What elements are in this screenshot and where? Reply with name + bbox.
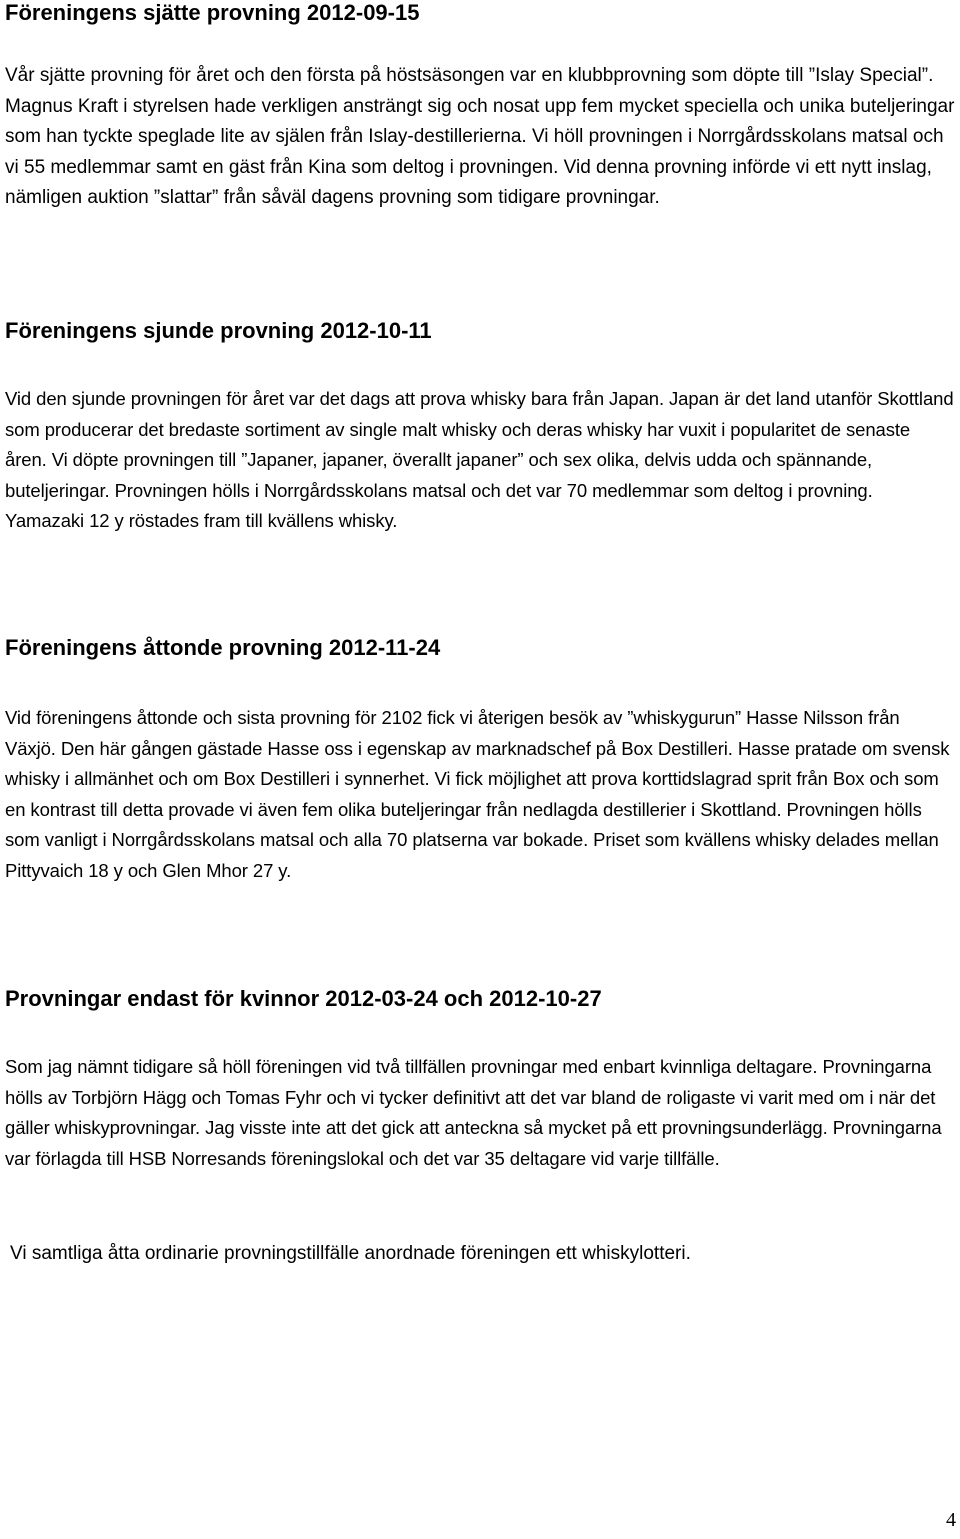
section-paragraph: Vi samtliga åtta ordinarie provningstillfälle anordnade föreningen ett whiskylotteri.	[10, 1243, 691, 1264]
section-heading: Provningar endast för kvinnor 2012-03-24 och 2012-10-27	[5, 986, 602, 1011]
section-paragraph: Som jag nämnt tidigare så höll föreningen vid två tillfällen provningar med enbart kvinnliga deltagare. Provningarna hölls av Torbjörn Hägg och Tomas Fyhr och vi tycker definitivt att det var bland de roligaste vi varit med om i när det gäller whiskyprovningar. Jag visste inte att det gick att anteckna så mycket på ett provningsunderlägg. Provningarna var förlagda till HSB Norresands föreningslokal och det var 35 deltagare vid varje tillfälle.	[5, 1056, 942, 1169]
section-paragraph: Vid föreningens åttonde och sista provning för 2102 fick vi återigen besök av ”whiskygurun” Hasse Nilsson från Växjö. Den här gången gästade Hasse oss i egenskap av marknadschef på Box Destilleri. Hasse pratade om svensk whisky i allmänhet och om Box Destilleri i synnerhet. Vi fick möjlighet att prova korttidslagrad sprit från Box och som en kontrast till detta provade vi även fem olika buteljeringar från nedlagda destillerier i Skottland. Provningen hölls som vanligt i Norrgårdsskolans matsal och alla 70 platserna var bokade. Priset som kvällens whisky delades mellan Pittyvaich 18 y och Glen Mhor 27 y.	[5, 707, 950, 881]
section-paragraph: Vår sjätte provning för året och den första på höstsäsongen var en klubbprovning som döpte till ”Islay Special”. Magnus Kraft i styrelsen hade verkligen ansträngt sig och nosat upp fem mycket speciella och unika buteljeringar som han tyckte speglade lite av själen från Islay-destillerierna. Vi höll provningen i Norrgårdsskolans matsal och vi 55 medlemmar samt en gäst från Kina som deltog i provningen. Vid denna provning införde vi ett nytt inslag, nämligen auktion ”slattar” från såväl dagens provning som tidigare provningar.	[5, 65, 955, 208]
section-heading: Föreningens sjunde provning 2012-10-11	[5, 318, 432, 343]
section-paragraph: Vid den sjunde provningen för året var det dags att prova whisky bara från Japan. Japan är det land utanför Skottland som producerar det bredaste sortiment av single malt whisky och deras whisky har vuxit i popularitet de senaste åren. Vi döpte provningen till ”Japaner, japaner, överallt japaner” och sex olika, delvis udda och spännande, buteljeringar. Provningen hölls i Norrgårdsskolans matsal och det var 70 medlemmar som deltog i provning. Yamazaki 12 y röstades fram till kvällens whisky.	[5, 388, 954, 531]
section-heading: Föreningens åttonde provning 2012-11-24	[5, 635, 441, 660]
section-heading: Föreningens sjätte provning 2012-09-15	[5, 0, 420, 25]
page-number: 4	[946, 1509, 956, 1531]
